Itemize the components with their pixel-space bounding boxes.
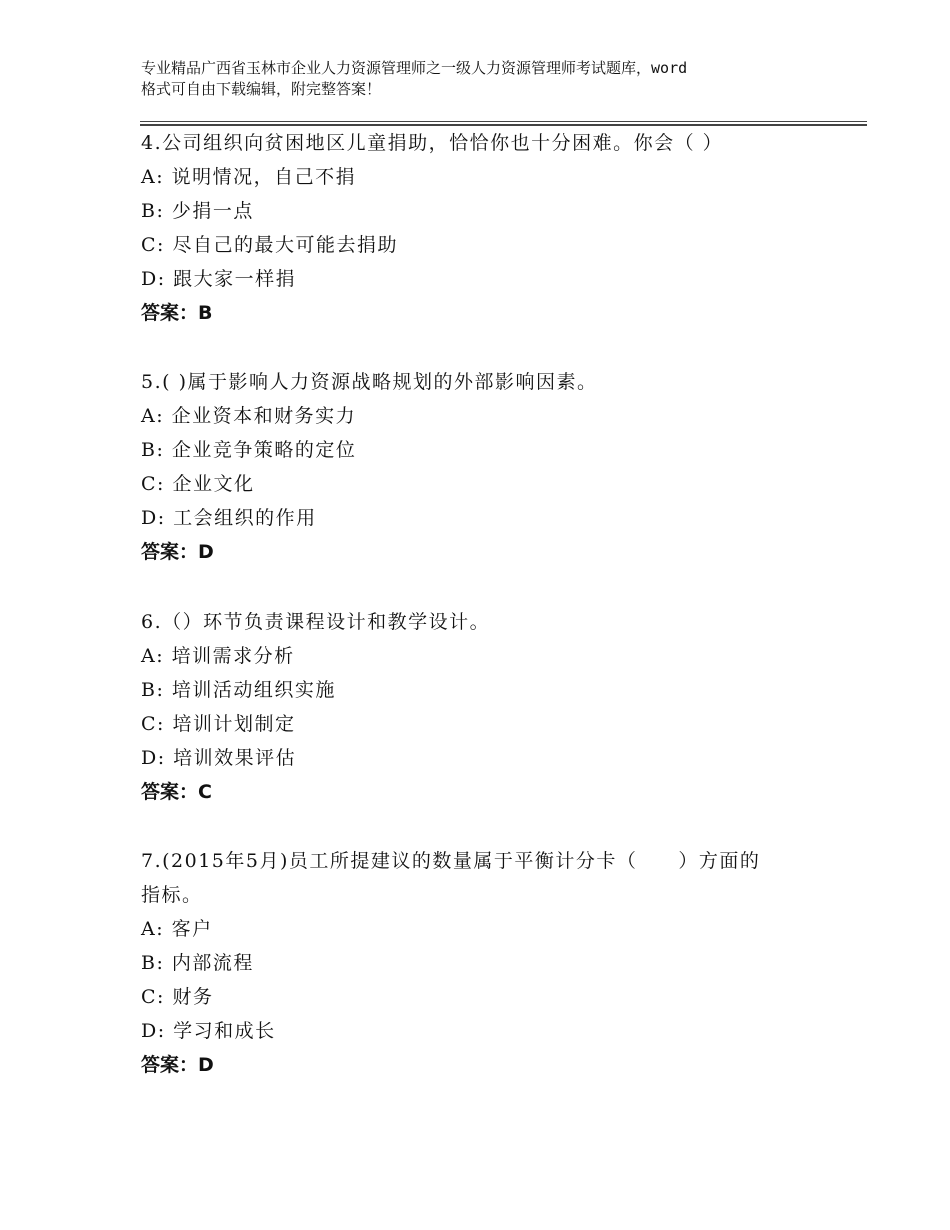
option-b: B: 培训活动组织实施 — [141, 679, 336, 701]
answer-label: 答案：D — [141, 1054, 214, 1076]
option-d: D: 培训效果评估 — [141, 747, 297, 769]
option-b: B: 内部流程 — [141, 952, 254, 974]
header-line-1: 专业精品广西省玉林市企业人力资源管理师之一级人力资源管理师考试题库，word — [141, 59, 688, 77]
question-stem: 4.公司组织向贫困地区儿童捐助，恰恰你也十分困难。你会（ ） — [141, 132, 724, 154]
question-stem: 6.（）环节负责课程设计和教学设计。 — [141, 611, 491, 633]
answer-label: 答案：C — [141, 781, 212, 803]
option-a: A: 培训需求分析 — [141, 645, 295, 667]
header-divider-top — [140, 121, 867, 122]
option-d: D: 学习和成长 — [141, 1020, 276, 1042]
option-d: D: 工会组织的作用 — [141, 507, 317, 529]
option-a: A: 说明情况，自己不捐 — [141, 166, 357, 188]
header-line-2: 格式可自由下载编辑，附完整答案！ — [141, 80, 382, 98]
question-4 — [141, 126, 841, 330]
document-header — [141, 58, 841, 100]
question-5 — [141, 365, 841, 569]
option-d: D: 跟大家一样捐 — [141, 268, 297, 290]
option-b: B: 少捐一点 — [141, 200, 254, 222]
option-a: A: 客户 — [141, 918, 213, 940]
question-6 — [141, 605, 841, 809]
option-c: C: 财务 — [141, 986, 214, 1008]
question-stem: 7.(2015年5月)员工所提建议的数量属于平衡计分卡（ ）方面的 — [141, 850, 761, 872]
question-stem: 5.( )属于影响人力资源战略规划的外部影响因素。 — [141, 371, 598, 393]
question-stem-continued: 指标。 — [141, 884, 203, 906]
option-c: C: 培训计划制定 — [141, 713, 296, 735]
option-a: A: 企业资本和财务实力 — [141, 405, 357, 427]
answer-label: 答案：D — [141, 541, 214, 563]
question-7 — [141, 844, 841, 1082]
option-c: C: 企业文化 — [141, 473, 255, 495]
option-b: B: 企业竞争策略的定位 — [141, 439, 357, 461]
option-c: C: 尽自己的最大可能去捐助 — [141, 234, 398, 256]
answer-label: 答案：B — [141, 302, 213, 324]
